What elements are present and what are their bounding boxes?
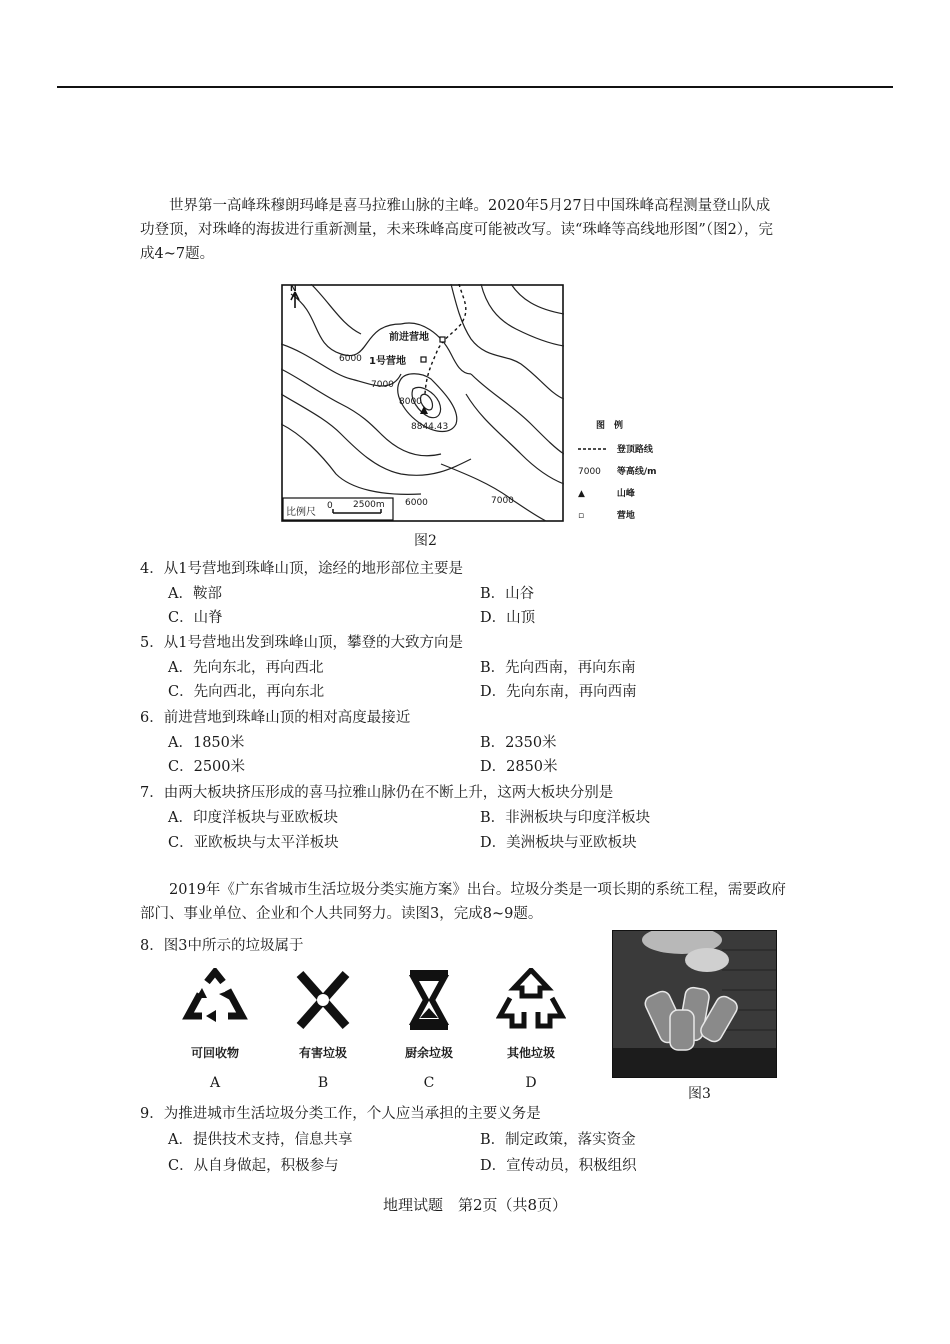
camp-square-icon: ▫ [578,511,585,521]
q5-option-b: B．先向西南，再向东南 [480,660,636,676]
legend-route: 登顶路线 [616,445,653,455]
contour-label: 7000 [491,496,514,506]
peak-triangle-icon: ▲ [578,489,585,499]
contour-map-drawing [281,284,564,522]
camp-1-label: 1号营地 [369,356,406,367]
q5-option-c: C．先向西北，再向东北 [168,684,325,700]
q9-option-a: A．提供技术支持，信息共享 [168,1132,353,1148]
symbol-d-name: 其他垃圾 [506,1046,555,1060]
figure-3-photo [612,930,777,1078]
legend-title: 图 例 [596,421,624,431]
symbol-c-letter: C [423,1075,435,1091]
top-rule [57,86,893,88]
intro-paragraph-1: 世界第一高峰珠穆朗玛峰是喜马拉雅山脉的主峰。2020年5月27日中国珠峰高程测量登山队成功登顶，对珠峰的海拔进行重新测量，未来珠峰高度可能被改写。读“珠峰等高线地形图”（图2），完成4~7题。 [140,198,774,262]
legend-contour-value: 7000 [578,467,601,477]
other-waste-icon [496,968,566,1032]
intro-paragraph-2: 2019年《广东省城市生活垃圾分类实施方案》出台。垃圾分类是一项长期的系统工程，需要政府部门、事业单位、企业和个人共同努力。读图3，完成8~9题。 [140,882,786,922]
question-7: 7．由两大板块挤压形成的喜马拉雅山脉仍在不断上升，这两大板块分别是 [140,785,614,801]
symbol-b [278,968,368,1091]
contour-label: 6000 [405,498,428,508]
scale-label: 比例尺 [286,507,316,518]
contour-label: 6000 [339,354,362,364]
waste-symbols [170,968,590,1098]
figure-3-caption: 图3 [688,1086,711,1102]
question-6: 6．前进营地到珠峰山顶的相对高度最接近 [140,710,411,726]
q4-option-c: C．山脊 [168,610,223,626]
page-footer: 地理试题 第2页（共8页） [382,1196,568,1214]
q6-option-c: C．2500米 [168,759,245,775]
symbol-a [170,968,260,1091]
question-9: 9．为推进城市生活垃圾分类工作，个人应当承担的主要义务是 [140,1106,541,1122]
recycle-icon [180,968,250,1032]
contour-line-icon [578,467,614,477]
symbol-b-name: 有害垃圾 [298,1046,347,1060]
q7-option-a: A．印度洋板块与亚欧板块 [168,810,338,826]
legend-peak: 山峰 [616,489,635,499]
symbol-c [384,968,474,1091]
scale-zero: 0 [327,501,333,511]
contour-label: 7000 [371,380,394,390]
q4-option-b: B．山谷 [480,586,535,602]
symbol-d-letter: D [525,1075,537,1091]
q7-option-b: B．非洲板块与印度洋板块 [480,810,651,826]
legend-contour: 等高线/m [616,467,657,477]
symbol-c-name: 厨余垃圾 [404,1046,453,1060]
q9-option-c: C．从自身做起，积极参与 [168,1158,339,1174]
q7-option-c: C．亚欧板块与太平洋板块 [168,835,339,851]
q5-option-a: A．先向东北，再向西北 [168,660,324,676]
q6-option-a: A．1850米 [168,735,245,751]
scale-distance: 2500m [353,500,385,510]
food-waste-icon [394,968,464,1032]
q9-option-b: B．制定政策，落实资金 [480,1132,636,1148]
hazardous-icon [288,968,358,1032]
q6-option-d: D．2850米 [480,759,558,775]
q6-option-b: B．2350米 [480,735,557,751]
camp-front-label: 前进营地 [389,332,429,343]
symbol-d [486,968,576,1091]
q4-option-a: A．鞍部 [168,586,222,602]
route-line-icon [578,445,614,455]
q4-option-d: D．山顶 [480,610,536,626]
contour-label: 8000 [399,397,422,407]
symbol-b-letter: B [317,1075,329,1091]
q5-option-d: D．先向东南，再向西南 [480,684,637,700]
contour-map [281,284,564,522]
legend-camp: 营地 [616,511,635,521]
q7-option-d: D．美洲板块与亚欧板块 [480,835,637,851]
bottles-photo [612,930,777,1078]
q9-option-d: D．宣传动员，积极组织 [480,1158,637,1174]
question-5: 5．从1号营地出发到珠峰山顶，攀登的大致方向是 [140,635,463,651]
figure-2-caption: 图2 [414,533,437,549]
question-8: 8．图3中所示的垃圾属于 [140,938,304,954]
symbol-a-letter: A [209,1075,221,1091]
peak-elevation-label: 8844.43 [411,422,449,432]
north-arrow-label: N [290,284,297,293]
symbol-a-name: 可回收物 [190,1046,239,1060]
question-4: 4．从1号营地到珠峰山顶，途经的地形部位主要是 [140,561,463,577]
